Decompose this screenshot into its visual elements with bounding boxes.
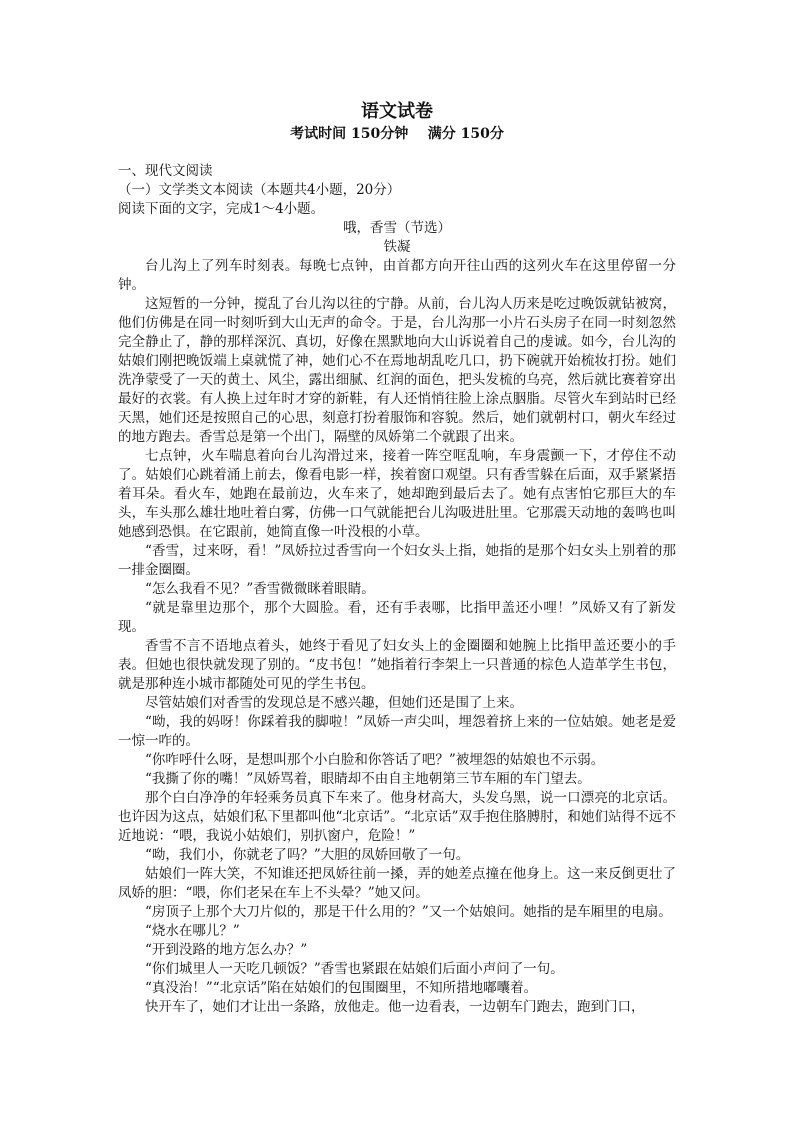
page-content [118, 100, 676, 1017]
article-title: 哦，香雪（节选） [343, 220, 451, 236]
article-paragraph: “真没治！”“北京话”陷在姑娘们的包围圈里，不知所措地嘟囔着。 [145, 980, 538, 996]
article-body [118, 257, 676, 1017]
article-paragraph: “烧水在哪儿？” [145, 923, 240, 939]
article-paragraph: 这短暂的一分钟，搅乱了台儿沟以往的宁静。从前，台儿沟人历来是吃过晚饭就钻被窝，他们仿佛是在同一时刻听到大山无声的命令。于是，台儿沟那一小片石头房子在同一时刻忽然完全静止了，静的那样深沉、真切，好像在黑默地向大山诉说着自己的虔诚。如今，台儿沟的姑娘们刚把晚饭端上桌就慌了神，她们心不在焉地胡乱吃几口，扔下碗就开始梳妆打扮。她们洗净蒙受了一天的黄土、风尘，露出细腻、红润的面色，把头发梳的乌亮，然后就比赛着穿出最好的衣裳。有人换上过年时才穿的新鞋，有人还悄悄往脸上涂点胭脂。尽管火车到站时已经天黑，她们还是按照自己的心思，刻意打扮着服饰和容貌。然后，她们就朝村口，朝火车经过的地方跑去。香雪总是第一个出门，隔壁的凤娇第二个就跟了出来。 [118, 296, 676, 445]
article-paragraph: 姑娘们一阵大笑，不知谁还把凤娇往前一搡，弄的她差点撞在他身上。这一来反倒更壮了凤娇的胆：“喂，你们老呆在车上不头晕？”她又问。 [118, 866, 676, 901]
exam-info: 考试时间 150分钟 满分 150分 [290, 126, 504, 142]
article-paragraph: 香雪不言不语地点着头，她终于看见了妇女头上的金圈圈和她腕上比指甲盖还要小的手表。但她也很快就发现了别的。“皮书包！”她指着行李架上一只普通的棕色人造革学生书包，就是那种连小城市都随处可见的学生书包。 [118, 638, 676, 692]
section-instruction: 阅读下面的文字，完成1～4小题。 [118, 201, 325, 217]
article-paragraph: “你们城里人一天吃几顿饭？”香雪也紧跟在姑娘们后面小声问了一句。 [145, 961, 564, 977]
article-paragraph: “呦，我的妈呀！你踩着我的脚啦！”凤娇一声尖叫，埋怨着挤上来的一位姑娘。她老是爱一惊一咋的。 [118, 714, 676, 749]
article-paragraph: 快开车了，她们才让出一条路，放他走。他一边看表，一边朝车门跑去，跑到门口， [145, 999, 645, 1015]
article-paragraph: “怎么我看不见？”香雪微微眯着眼睛。 [145, 581, 375, 597]
article-paragraph: 七点钟，火车喘息着向台儿沟滑过来，接着一阵空哐乱响，车身震颤一下，才停住不动了。姑娘们心跳着涌上前去，像看电影一样，挨着窗口观望。只有香雪躲在后面，双手紧紧捂着耳朵。看火车，她跑在最前边，火车来了，她却跑到最后去了。她有点害怕它那巨大的车头，车头那么雄壮地吐着白雾，仿佛一口气就能把台儿沟吸进肚里。它那震天动地的轰鸣也叫她感到恐惧。在它跟前，她简直像一叶没根的小草。 [118, 448, 676, 540]
article-paragraph: 尽管姑娘们对香雪的发现总是不感兴趣，但她们还是围了上来。 [145, 695, 523, 711]
article-paragraph: “香雪，过来呀，看！”凤娇拉过香雪向一个妇女头上指，她指的是那个妇女头上别着的那一排金圈圈。 [118, 543, 676, 578]
article-paragraph: 那个白白净净的年轻乘务员真下车来了。他身材高大，头发乌黑，说一口漂亮的北京话。也许因为这点，姑娘们私下里都叫他“北京话”。“北京话”双手抱住胳膊肘，和她们站得不远不近地说：“喂，我说小姑娘们，别扒窗户，危险！” [118, 790, 676, 844]
document-title: 语文试卷 [361, 101, 433, 122]
article-paragraph: “我撕了你的嘴！”凤娇骂着，眼睛却不由自主地朝第三节车厢的车门望去。 [145, 771, 591, 787]
section-heading: 一、现代文阅读 [118, 163, 213, 179]
article-paragraph: “开到没路的地方怎么办？” [145, 942, 308, 958]
section-subheading: （一）文学类文本阅读（本题共4小题，20分） [118, 182, 401, 198]
article-paragraph: “就是靠里边那个，那个大圆脸。看，还有手表哪，比指甲盖还小哩！”凤娇又有了新发现。 [118, 600, 676, 635]
article-author: 铁凝 [383, 239, 411, 255]
article-paragraph: “房顶子上那个大刀片似的，那是干什么用的？”又一个姑娘问。她指的是车厢里的电扇。 [145, 904, 672, 920]
article-paragraph: “呦，我们小，你就老了吗？”大胆的凤娇回敬了一句。 [145, 847, 470, 863]
article-paragraph: “你咋呼什么呀，是想叫那个小白脸和你答话了吧？”被埋怨的姑娘也不示弱。 [145, 752, 605, 768]
article-paragraph: 台儿沟上了列车时刻表。每晚七点钟，由首都方向开往山西的这列火车在这里停留一分钟。 [118, 258, 676, 293]
